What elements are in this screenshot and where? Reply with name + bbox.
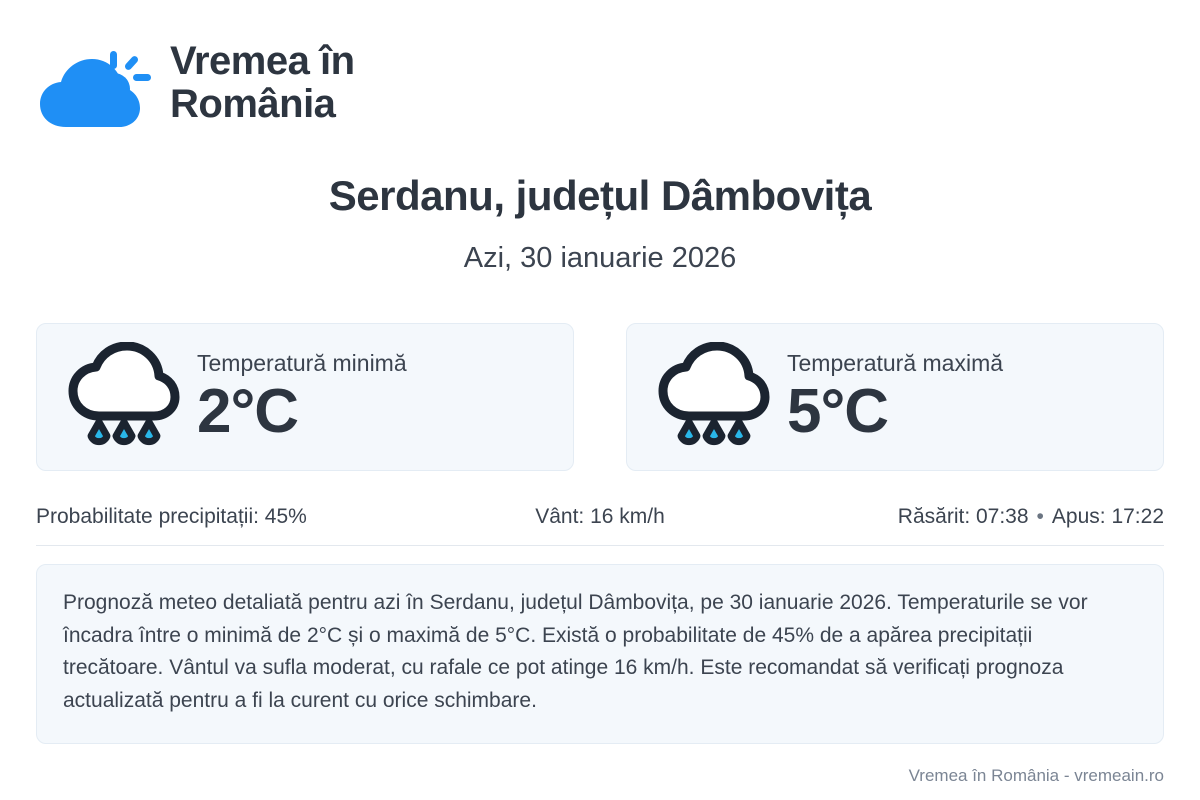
min-temperature-label: Temperatură minimă (197, 349, 407, 376)
sun-behind-cloud-icon (36, 35, 152, 131)
min-temperature-value: 2°C (197, 376, 299, 446)
min-temperature-card (36, 323, 574, 471)
cloud-with-rain-icon (63, 342, 183, 452)
forecast-description: Prognoză meteo detaliată pentru azi în Serdanu, județul Dâmbovița, pe 30 ianuarie 2026. Temperaturile se vor încadra între o minimă de 2°C și o maximă de 5°C. Există o probabilitate de 45% de a apărea precipitații trecătoare. Vântul va sufla moderat, cu rafale ce pot atinge 16 km/h. Este recomandat să verificați prognoza actualizată pentru a fi la curent cu orice schimbare. (36, 564, 1164, 744)
page-title: Serdanu, județul Dâmbovița (328, 172, 872, 219)
weather-stats (36, 505, 1164, 546)
stat-separator: • (1036, 505, 1044, 528)
sunrise-value: Răsărit: 07:38 (897, 505, 1029, 528)
brand-title: Vremea în România (170, 38, 355, 126)
precipitation-stat: Probabilitate precipitații: 45% (36, 505, 307, 528)
cloud-with-rain-icon (653, 342, 773, 452)
wind-stat: Vânt: 16 km/h (535, 505, 665, 528)
sun-times-stat (788, 505, 1164, 529)
max-temperature-text (787, 350, 1003, 444)
max-temperature-label: Temperatură maximă (787, 349, 1004, 376)
min-temperature-text (197, 350, 407, 444)
brand-header (36, 0, 1164, 126)
page-date: Azi, 30 ianuarie 2026 (463, 242, 737, 274)
max-temperature-card (626, 323, 1164, 471)
temperature-cards (36, 323, 1164, 471)
sunset-value: Apus: 17:22 (1051, 505, 1164, 528)
footer-credit: Vremea în România - vremeain.ro (908, 766, 1164, 785)
max-temperature-value: 5°C (787, 376, 889, 446)
